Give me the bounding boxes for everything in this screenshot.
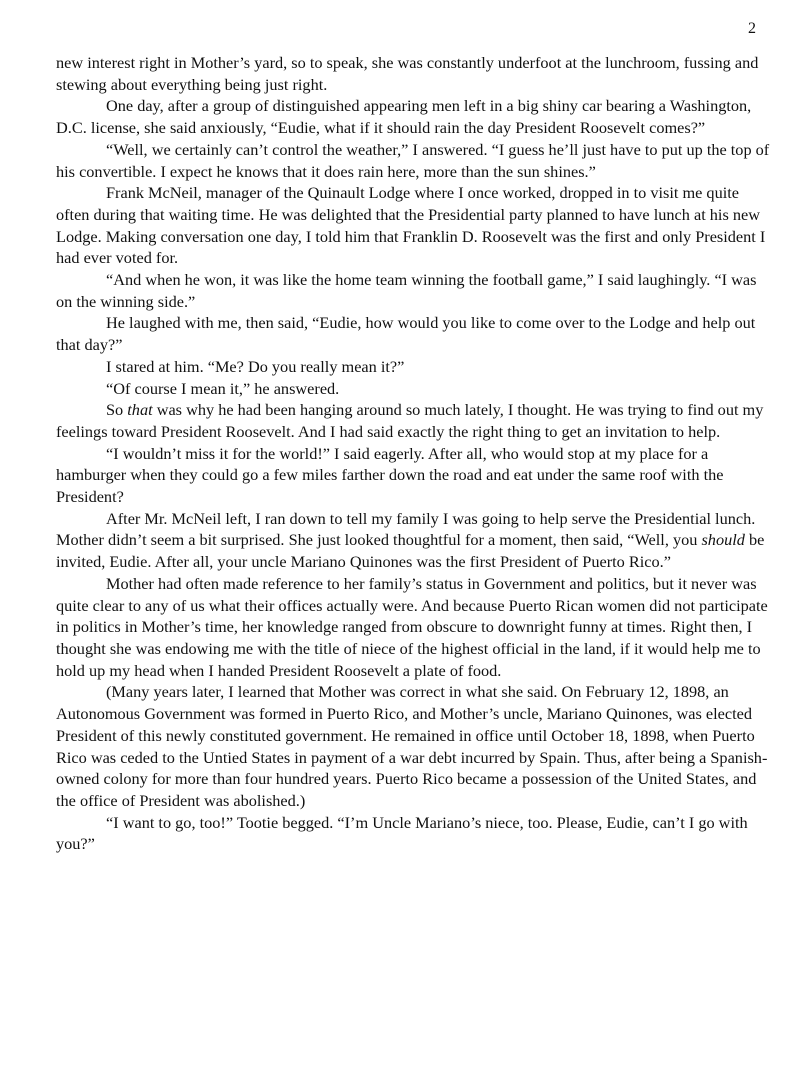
- paragraph-4: Frank McNeil, manager of the Quinault Lodge where I once worked, dropped in to visit me quite often during that waiting time. He was delighted that the Presidential party planned to have lunch at his new Lodge. Making conversation one day, I told him that Franklin D. Roosevelt was the first and only President I had ever voted for.: [56, 183, 766, 268]
- paragraph-9-pre: So: [106, 400, 128, 420]
- page-number: 2: [748, 20, 756, 37]
- paragraph-3: “Well, we certainly can’t control the weather,” I answered. “I guess he’ll just have to put up the top of his convertible. I expect he knows that it does rain here, more than the sun shines.”: [56, 139, 770, 181]
- paragraph-14: “I want to go, too!” Tootie begged. “I’m Uncle Mariano’s niece, too. Please, Eudie, can’t I go with you?”: [56, 812, 748, 854]
- paragraph-13: (Many years later, I learned that Mother was correct in what she said. On February 12, 1898, an Autonomous Government was formed in Puerto Rico, and Mother’s uncle, Mariano Quinones, was elected President of this newly constituted government. He remained in office until October 18, 1898, when Puerto Rico was ceded to the Untied States in payment of a war debt incurred by Spain. Thus, after being a Spanish-owned colony for more than four hundred years. Puerto Rico became a possession of the United States, and the office of President was abolished.): [56, 682, 768, 810]
- paragraph-11-pre: After Mr. McNeil left, I ran down to tell my family I was going to help serve the Presidential lunch. Mother didn’t seem a bit surprised. She just looked thoughtful for a moment, then said, “Well, you: [56, 508, 756, 550]
- paragraph-9-post: was why he had been hanging around so much lately, I thought. He was trying to find out my feelings toward President Roosevelt. And I had said exactly the right thing to get an invitation to help.: [56, 400, 764, 441]
- paragraph-12: Mother had often made reference to her family’s status in Government and politics, but it never was quite clear to any of us what their offices actually were. And because Puerto Rican women did not participate in politics in Mother’s time, her knowledge ranged from obscure to downright funny at times. Right then, I thought she was endowing me with the title of niece of the highest official in the land, if it would help me to hold up my head when I handed President Roosevelt a plate of food.: [56, 573, 768, 680]
- paragraph-9: [56, 399, 774, 442]
- paragraph-10: “I wouldn’t miss it for the world!” I said eagerly. After all, who would stop at my place for a hamburger when they could go a few miles farther down the road and eat under the same roof with the President?: [56, 443, 724, 507]
- paragraph-11: [56, 508, 774, 573]
- paragraph-9-emphasis: that: [127, 400, 153, 420]
- paragraph-5: “And when he won, it was like the home team winning the football game,” I said laughingly. “I was on the winning side.”: [56, 270, 757, 311]
- paragraph-2: One day, after a group of distinguished appearing men left in a big shiny car bearing a Washington, D.C. license, she said anxiously, “Eudie, what if it should rain the day President Roosevelt comes?”: [56, 96, 752, 138]
- paragraph-7: I stared at him. “Me? Do you really mean it?”: [106, 356, 405, 376]
- paragraph-11-post: be invited, Eudie. After all, your uncle Mariano Quinones was the first President of Puerto Rico.”: [56, 530, 765, 572]
- paragraph-8: “Of course I mean it,” he answered.: [106, 378, 340, 398]
- paragraph-1: new interest right in Mother’s yard, so to speak, she was constantly underfoot at the lunchroom, fussing and stewing about everything being just right.: [56, 53, 759, 94]
- paragraph-6: He laughed with me, then said, “Eudie, how would you like to come over to the Lodge and help out that day?”: [56, 313, 756, 355]
- paragraph-11-emphasis: should: [701, 530, 745, 550]
- body-text: [56, 52, 774, 855]
